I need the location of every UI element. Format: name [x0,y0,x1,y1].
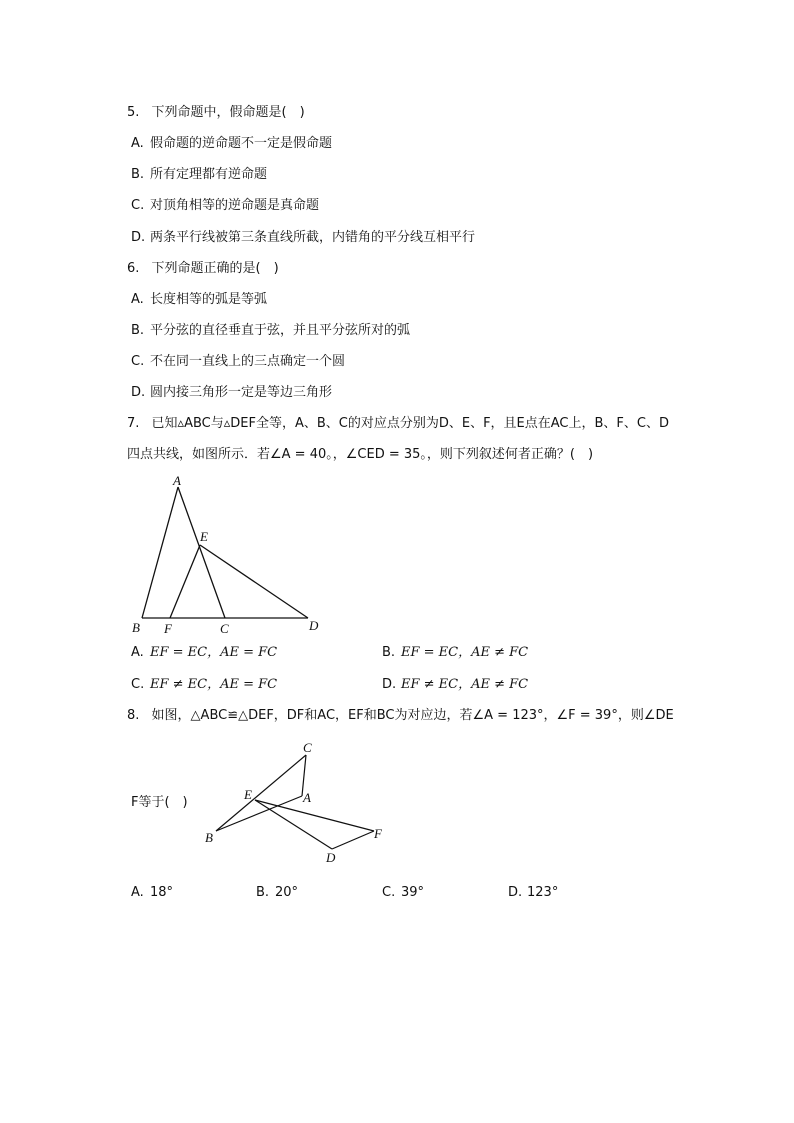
point-a-label: A [173,473,181,488]
option-text: EF ≠ EC，AE = FC [150,677,278,692]
option-text: 不在同一直线上的三点确定一个圆 [150,354,346,369]
option-text: 20° [275,885,299,900]
option-label: B. [382,645,396,660]
option-label: C. [131,354,145,369]
question-5-stem [127,104,305,122]
segment-ab [142,487,178,618]
segment-fd [332,831,374,849]
point-d-label: D [309,618,319,633]
segment-ed [200,545,308,618]
q6-option-b[interactable] [131,322,410,340]
option-text: EF ≠ EC，AE ≠ FC [401,677,529,692]
option-label: B. [131,167,145,182]
option-text: 对顶角相等的逆命题是真命题 [150,198,320,213]
option-label: D. [131,385,146,400]
option-label: B. [131,323,145,338]
option-label: A. [131,645,144,660]
q8-triangle-figure [200,738,390,868]
option-label: A. [131,292,144,307]
q6-option-d[interactable] [131,384,332,402]
point-d-label: D [326,850,336,865]
segment-ac [178,487,225,618]
option-label: C. [131,198,145,213]
q8-option-c[interactable] [382,884,424,902]
option-text: 圆内接三角形一定是等边三角形 [150,385,333,400]
option-label: C. [131,677,145,692]
option-text: 长度相等的弧是等弧 [150,292,268,307]
option-text: 18° [150,885,174,900]
question-text: 四点共线，如图所示．若∠A = 40。，∠CED = 35。，则下列叙述何者正确？( ) [127,447,594,462]
question-text: 已知▵ABC与▵DEF全等，A、B、C的对应点分别为D、E、F，且E点在AC上，B、F、C、D [151,416,669,431]
question-6-stem [127,260,279,278]
q7-triangle-figure [130,470,330,640]
option-text: 平分弦的直径垂直于弦，并且平分弦所对的弧 [150,323,411,338]
point-e-label: E [200,529,208,544]
option-label: C. [382,885,396,900]
question-7-stem [127,415,669,433]
option-label: A. [131,885,144,900]
question-number: 8. [127,708,140,723]
question-text: F等于( ) [131,795,188,810]
q7-option-c[interactable] [131,676,277,694]
segment-ef [170,545,200,618]
option-text: 所有定理都有逆命题 [150,167,268,182]
q5-option-b[interactable] [131,166,267,184]
question-7-stem-continued [127,446,593,464]
question-number: 6. [127,261,140,276]
question-8-stem-continued [131,794,188,812]
q7-option-b[interactable] [382,644,528,662]
q5-option-c[interactable] [131,197,319,215]
option-text: EF = EC，AE = FC [150,645,278,660]
question-8-stem [127,707,674,725]
q5-option-a[interactable] [131,135,332,153]
question-text: 下列命题正确的是( ) [151,261,279,276]
question-number: 5. [127,105,140,120]
point-c-label: C [303,740,312,755]
q8-option-a[interactable] [131,884,173,902]
q8-option-b[interactable] [256,884,298,902]
option-label: D. [382,677,397,692]
point-f-label: F [164,621,172,636]
segment-ef [255,800,374,831]
q8-option-d[interactable] [508,884,558,902]
point-c-label: C [220,621,229,636]
question-number: 7. [127,416,140,431]
option-label: A. [131,136,144,151]
option-text: EF = EC，AE ≠ FC [401,645,529,660]
q7-option-a[interactable] [131,644,277,662]
point-a-label: A [303,790,311,805]
question-text: 下列命题中，假命题是( ) [151,105,305,120]
question-text: 如图，△ABC≌△DEF，DF和AC，EF和BC为对应边，若∠A = 123°，∠F = 39°，则∠DE [151,708,674,723]
q7-option-d[interactable] [382,676,528,694]
point-b-label: B [132,620,140,635]
point-b-label: B [205,830,213,845]
option-label: D. [508,885,523,900]
q5-option-d[interactable] [131,229,475,247]
segment-de [255,800,332,849]
segment-bc [216,755,306,831]
point-e-label: E [244,787,252,802]
option-text: 39° [401,885,425,900]
q6-option-a[interactable] [131,291,267,309]
option-text: 两条平行线被第三条直线所截，内错角的平分线互相平行 [150,230,476,245]
q6-option-c[interactable] [131,353,345,371]
option-text: 假命题的逆命题不一定是假命题 [150,136,333,151]
point-f-label: F [374,826,382,841]
option-label: D. [131,230,146,245]
option-label: B. [256,885,270,900]
option-text: 123° [527,885,559,900]
